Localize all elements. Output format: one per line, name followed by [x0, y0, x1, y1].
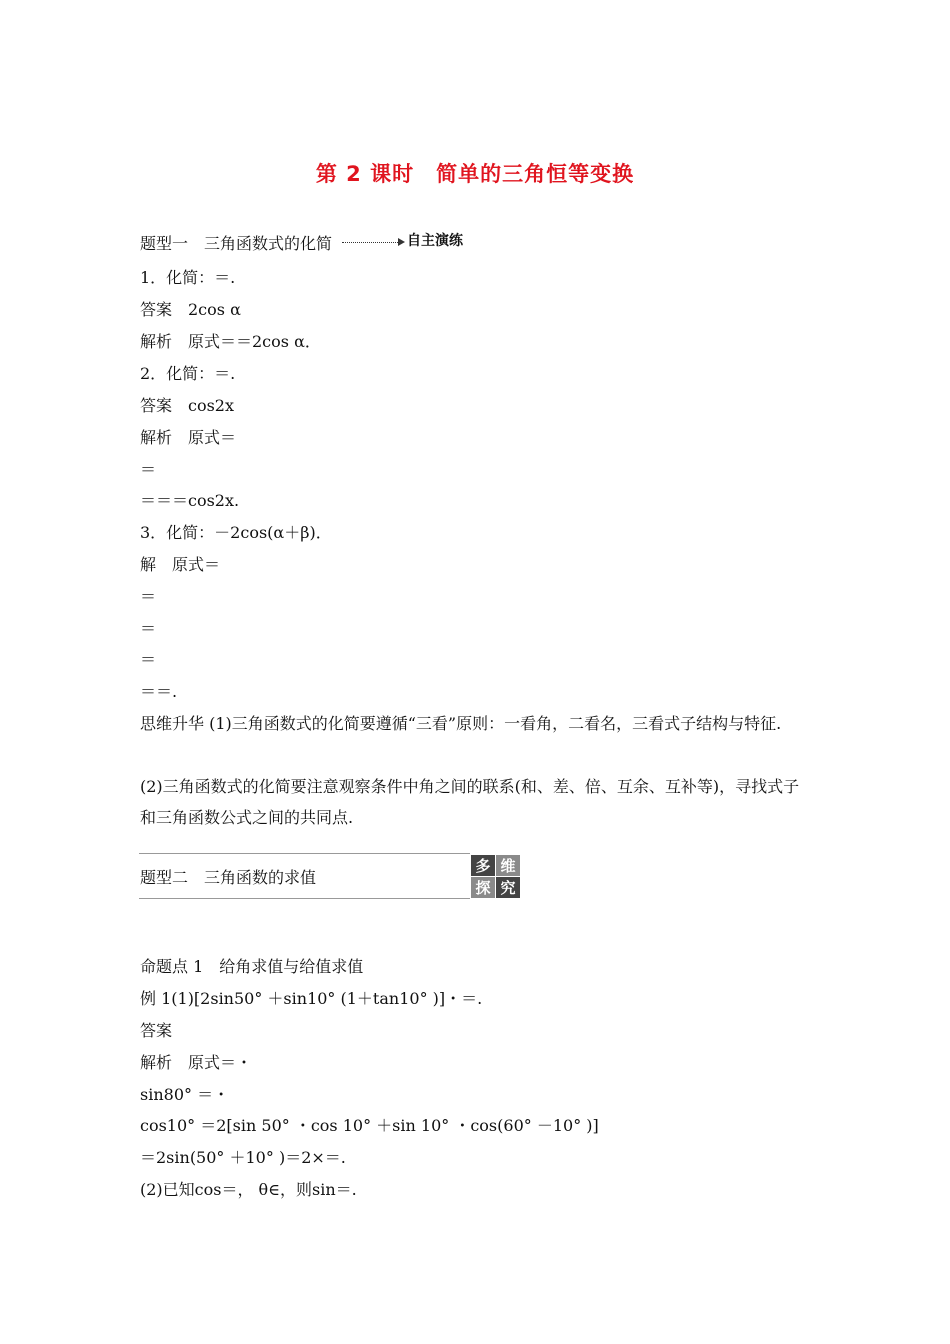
- dotted-arrow-line: [342, 242, 400, 243]
- problem-line: 2．化简：＝.: [140, 364, 236, 383]
- derivation-line: sin80° ＝・: [140, 1085, 230, 1104]
- section-tag: 自主演练: [407, 233, 463, 249]
- answer-line: 答案 cos2x: [140, 396, 235, 415]
- section-badge: [471, 855, 519, 897]
- derivation-line: cos10° ＝2[sin 50° ・cos 10° ＋sin 10° ・cos(60° －10° )]: [140, 1116, 599, 1135]
- badge-char: 多: [471, 855, 495, 876]
- derivation-line: ＝＝.: [140, 682, 178, 701]
- derivation-line: ＝: [140, 460, 157, 479]
- example-line: 例 1(1)[2sin50° ＋sin10° (1＋tan10° )]・＝.: [140, 989, 483, 1008]
- derivation-line: ＝: [140, 587, 157, 606]
- badge-char: 探: [471, 877, 495, 898]
- problem-line: 1．化简：＝.: [140, 268, 236, 287]
- derivation-line: ＝: [140, 619, 157, 638]
- page-title: 第 2 课时 简单的三角恒等变换: [315, 162, 635, 186]
- summary-paragraph-1: 思维升华 (1)三角函数式的化简要遵循“三看”原则：一看角，二看名，三看式子结构与特征.: [140, 714, 782, 733]
- answer-line: 答案: [140, 1021, 173, 1040]
- problem-line: (2)已知cos＝， θ∈，则sin＝.: [140, 1180, 357, 1199]
- problem-line: 3．化简：－2cos(α＋β)．: [140, 523, 332, 542]
- section-heading-1: 题型一 三角函数式的化简: [140, 234, 333, 253]
- analysis-line: 解析 原式＝・: [140, 1053, 253, 1072]
- badge-char: 维: [496, 855, 520, 876]
- derivation-line: ＝＝＝cos2x.: [140, 491, 240, 510]
- arrow-right-icon: [398, 238, 405, 246]
- derivation-line: ＝2sin(50° ＋10° )＝2×＝.: [140, 1148, 346, 1167]
- section-heading-2: 题型二 三角函数的求值: [140, 868, 317, 887]
- summary-paragraph-2: (2)三角函数式的化简要注意观察条件中角之间的联系(和、差、倍、互余、互补等)，寻找式子和三角函数公式之间的共同点.: [140, 777, 800, 827]
- badge-char: 究: [496, 877, 520, 898]
- analysis-line: 解析 原式＝＝2cos α．: [140, 332, 321, 351]
- answer-line: 答案 2cos α: [140, 300, 241, 319]
- subheading-line: 命题点 1 给角求值与给值求值: [140, 957, 364, 976]
- solution-line: 解 原式＝: [140, 555, 221, 574]
- derivation-line: ＝: [140, 650, 157, 669]
- analysis-line: 解析 原式＝: [140, 428, 237, 447]
